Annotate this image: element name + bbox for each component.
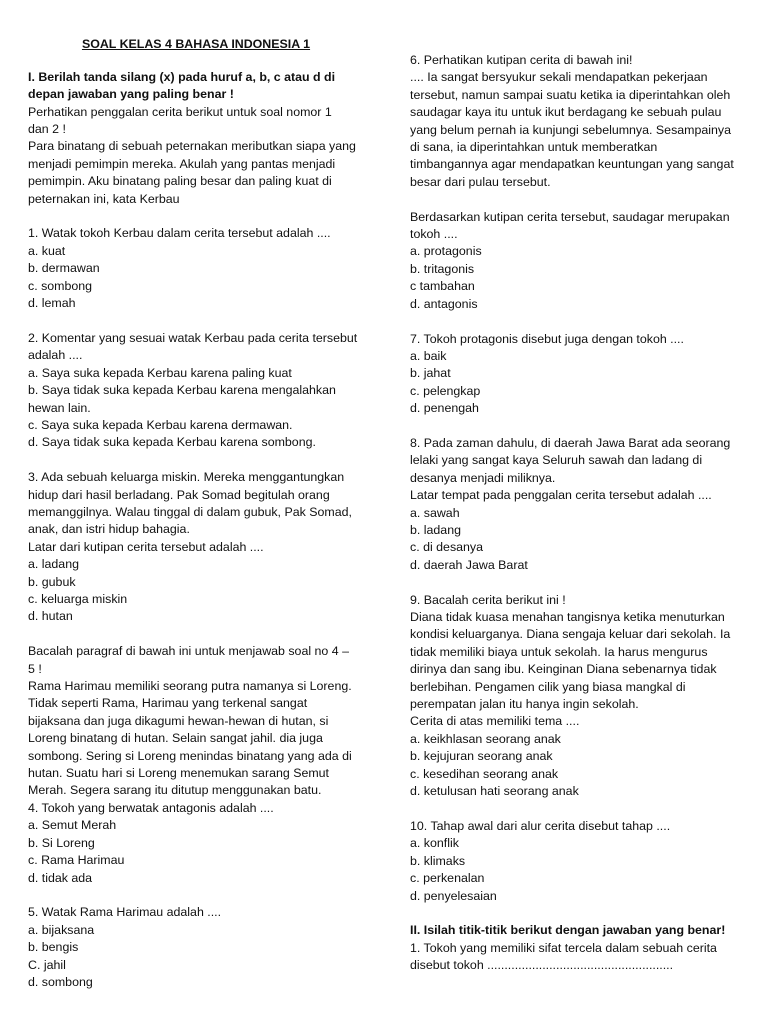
- blank-line: [410, 574, 745, 591]
- text-line: 8. Pada zaman dahulu, di daerah Jawa Barat ada seorang: [410, 435, 731, 450]
- text-line: c. di desanya: [410, 540, 484, 555]
- blank-line: [28, 34, 370, 51]
- text-line: 7. Tokoh protagonis disebut juga dengan tokoh ....: [410, 331, 684, 346]
- right-column: [410, 52, 745, 975]
- text-line: Cerita di atas memiliki tema ....: [410, 714, 580, 729]
- text-line: Latar dari kutipan cerita tersebut adalah ....: [28, 539, 264, 554]
- text-line: c tambahan: [410, 279, 475, 294]
- text-line: d. ketulusan hati seorang anak: [410, 784, 579, 799]
- text-line: 10. Tahap awal dari alur cerita disebut tahap ....: [410, 818, 671, 833]
- text-line: d. antagonis: [410, 296, 478, 311]
- text-line: peternakan ini, kata Kerbau: [28, 191, 180, 206]
- text-line: Tidak seperti Rama, Harimau yang terkenal sangat: [28, 696, 308, 711]
- text-line: b. bengis: [28, 940, 79, 955]
- text-line: Diana tidak kuasa menahan tangisnya ketika menuturkan: [410, 610, 725, 624]
- text-line: Perhatikan penggalan cerita berikut untuk soal nomor 1: [28, 104, 332, 119]
- blank-line: [410, 800, 745, 817]
- text-line: Bacalah paragraf di bawah ini untuk menjawab soal no 4 –: [28, 644, 349, 659]
- text-line: a. sawah: [410, 505, 460, 520]
- text-line: 9. Bacalah cerita berikut ini !: [410, 592, 566, 607]
- text-line: 4. Tokoh yang berwatak antagonis adalah ....: [28, 800, 274, 815]
- text-line: d. sombong: [28, 974, 93, 989]
- text-line: Berdasarkan kutipan cerita tersebut, saudagar merupakan: [410, 209, 730, 224]
- text-line: d. penengah: [410, 401, 479, 416]
- text-line: c. pelengkap: [410, 383, 481, 398]
- text-line: c. Rama Harimau: [28, 853, 125, 868]
- blank-line: [410, 313, 745, 330]
- text-line: II. Isilah titik-titik berikut dengan jawaban yang benar!: [410, 923, 726, 938]
- text-line: d. hutan: [28, 609, 73, 624]
- text-line: a. Semut Merah: [28, 818, 117, 833]
- text-line: sombong. Sering si Loreng menindas binatang yang ada di: [28, 748, 352, 763]
- text-line: b. Si Loreng: [28, 835, 95, 850]
- text-line: tersebut, namun sampai suatu ketika ia diperintahkan oleh: [410, 87, 731, 102]
- text-line: a. protagonis: [410, 244, 482, 259]
- blank-line: [28, 452, 370, 469]
- blank-line: [28, 626, 370, 643]
- text-line: tokoh ....: [410, 227, 458, 242]
- page-title: SOAL KELAS 4 BAHASA INDONESIA 1: [81, 37, 311, 51]
- text-line: besar dari pulau tersebut.: [410, 174, 551, 189]
- text-line: lelaki yang sangat kaya Seluruh sawah dan ladang di: [410, 453, 703, 468]
- text-line: tidak memiliki biaya untuk sekolah. Ia harus mengurus: [410, 644, 708, 659]
- text-line: a. konflik: [410, 836, 459, 851]
- blank-line: [410, 191, 745, 208]
- text-line: d. tidak ada: [28, 870, 93, 885]
- blank-line: [28, 887, 370, 904]
- text-line: kondisi keluarganya. Diana sengaja keluar dari sekolah. Ia: [410, 627, 731, 642]
- blank-line: [28, 51, 370, 68]
- text-line: a. baik: [410, 348, 447, 363]
- text-line: a. ladang: [28, 557, 79, 572]
- text-line: b. dermawan: [28, 261, 100, 276]
- text-line: b. ladang: [410, 522, 461, 537]
- text-line: hidup dari hasil berladang. Pak Somad begitulah orang: [28, 487, 330, 502]
- text-line: I. Berilah tanda silang (x) pada huruf a, b, c atau d di: [28, 69, 336, 84]
- text-line: c. kesedihan seorang anak: [410, 766, 559, 781]
- text-line: 1. Watak tokoh Kerbau dalam cerita tersebut adalah ....: [28, 226, 331, 241]
- text-line: b. klimaks: [410, 853, 466, 868]
- text-line: b. gubuk: [28, 574, 76, 589]
- text-line: bijaksana dan juga dikagumi hewan-hewan di hutan, si: [28, 713, 329, 728]
- text-line: berlebihan. Pengamen cilik yang biasa mangkal di: [410, 679, 686, 694]
- blank-line: [410, 905, 745, 922]
- text-line: Latar tempat pada penggalan cerita tersebut adalah ....: [410, 488, 712, 503]
- text-line: 5 !: [28, 661, 42, 676]
- text-line: Para binatang di sebuah peternakan meributkan siapa yang: [28, 139, 356, 154]
- text-line: 3. Ada sebuah keluarga miskin. Mereka menggantungkan: [28, 470, 345, 485]
- text-line: memanggilnya. Walau tinggal di dalam gubuk, Pak Somad,: [28, 504, 352, 519]
- text-line: adalah ....: [28, 348, 83, 363]
- text-line: c. sombong: [28, 278, 93, 293]
- text-line: a. keikhlasan seorang anak: [410, 731, 561, 746]
- text-line: desanya menjadi miliknya.: [410, 470, 556, 485]
- blank-line: [410, 418, 745, 435]
- text-line: a. bijaksana: [28, 922, 95, 937]
- text-line: dan 2 !: [28, 122, 66, 137]
- text-line: b. Saya tidak suka kepada Kerbau karena mengalahkan: [28, 383, 336, 398]
- text-line: b. tritagonis: [410, 261, 475, 276]
- text-line: C. jahil: [28, 957, 66, 972]
- text-line: Loreng binatang di hutan. Selain sangat jahil. dia juga: [28, 731, 323, 746]
- text-line: menjadi pemimpin mereka. Akulah yang pantas menjadi: [28, 156, 336, 171]
- text-line: perempatan jalan itu hanya ingin sekolah.: [410, 697, 639, 712]
- blank-line: [28, 208, 370, 225]
- text-line: c. Saya suka kepada Kerbau karena dermawan.: [28, 417, 293, 432]
- text-line: Merah. Segera sarang itu ditutup menggunakan batu.: [28, 783, 322, 798]
- text-line: hewan lain.: [28, 400, 91, 415]
- text-line: c. keluarga miskin: [28, 592, 128, 606]
- text-line: c. perkenalan: [410, 871, 485, 886]
- text-line: a. Saya suka kepada Kerbau karena paling kuat: [28, 365, 292, 380]
- text-line: yang belum pernah ia kunjungi sebelumnya. Sesampainya: [410, 122, 731, 137]
- text-line: d. Saya tidak suka kepada Kerbau karena sombong.: [28, 435, 316, 450]
- text-line: Rama Harimau memiliki seorang putra namanya si Loreng.: [28, 679, 352, 694]
- text-line: depan jawaban yang paling benar !: [28, 87, 234, 102]
- text-line: b. jahat: [410, 366, 451, 381]
- text-line: d. lemah: [28, 296, 76, 311]
- text-line: disebut tokoh ......................................................: [410, 958, 674, 973]
- text-line: 1. Tokoh yang memiliki sifat tercela dalam sebuah cerita: [410, 940, 717, 955]
- text-line: di sana, ia diperintahkan untuk memberatkan: [410, 140, 658, 155]
- text-line: timbangannya agar mendapatkan keuntungan yang sangat: [410, 157, 734, 172]
- text-line: pemimpin. Aku binatang paling besar dan paling kuat di: [28, 174, 332, 189]
- text-line: 6. Perhatikan kutipan cerita di bawah ini!: [410, 53, 633, 67]
- text-line: anak, dan istri hidup bahagia.: [28, 522, 190, 537]
- text-line: saudagar kaya itu untuk ikut berdagang ke sebuah pulau: [410, 105, 722, 120]
- blank-line: [28, 313, 370, 330]
- text-line: 2. Komentar yang sesuai watak Kerbau pada cerita tersebut: [28, 330, 358, 345]
- text-line: a. kuat: [28, 243, 66, 258]
- text-line: dirinya dan sang ibu. Keinginan Diana sebenarnya tidak: [410, 662, 717, 677]
- text-line: .... Ia sangat bersyukur sekali mendapatkan pekerjaan: [410, 70, 708, 85]
- text-line: b. kejujuran seorang anak: [410, 749, 553, 764]
- text-line: d. daerah Jawa Barat: [410, 557, 528, 572]
- text-line: hutan. Suatu hari si Loreng menemukan sarang Semut: [28, 766, 329, 781]
- text-line: d. penyelesaian: [410, 888, 497, 903]
- text-line: 5. Watak Rama Harimau adalah ....: [28, 905, 222, 920]
- left-column: [28, 34, 370, 991]
